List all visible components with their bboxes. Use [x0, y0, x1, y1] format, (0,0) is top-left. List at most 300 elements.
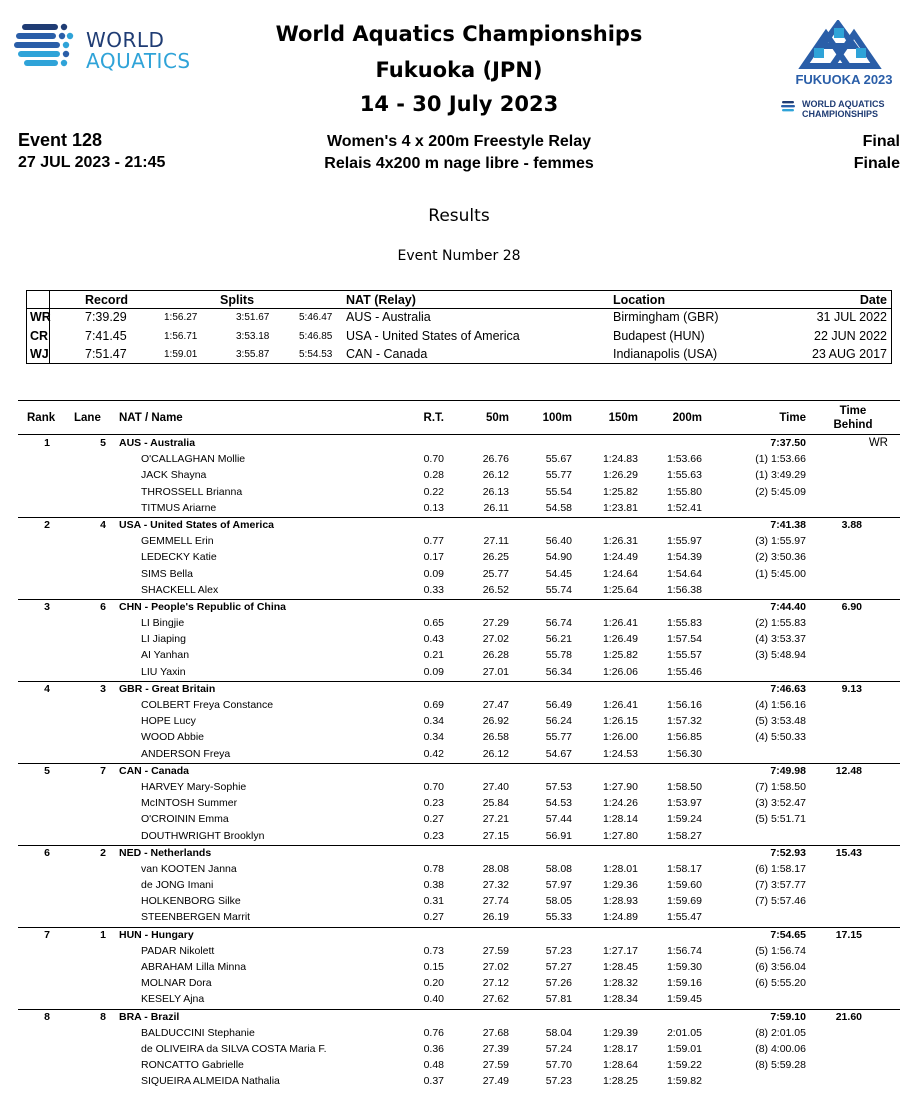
swimmer-split-50m: 27.59 [482, 1059, 509, 1072]
swimmer-reaction-time: 0.70 [423, 780, 444, 793]
swimmer-split-50m: 27.11 [483, 535, 509, 548]
swimmer-cumulative-time: (6) 1:58.17 [755, 862, 806, 875]
record-location: Budapest (HUN) [613, 329, 705, 343]
swimmer-split-200m: 1:59.82 [666, 1075, 702, 1088]
fukuoka-emblem-icon [780, 20, 908, 70]
swimmer-split-200m: 1:59.16 [666, 977, 702, 990]
swimmer-name: de JONG Imani [141, 879, 214, 892]
swimmer-split-150m: 1:24.49 [602, 551, 638, 564]
swimmer-split-200m: 1:59.69 [666, 895, 702, 908]
swimmer-split-50m: 27.59 [482, 944, 509, 957]
swimmer-row [18, 1074, 900, 1090]
team-time-behind: 21.60 [835, 1010, 862, 1023]
swimmer-row [18, 829, 900, 845]
swimmer-name: BALDUCCINI Stephanie [141, 1026, 255, 1039]
swimmer-split-200m: 1:57.54 [666, 633, 702, 646]
swimmer-split-200m: 1:56.38 [666, 583, 702, 596]
swimmer-split-50m: 26.11 [483, 501, 509, 514]
swimmer-name: SIMS Bella [141, 567, 193, 580]
swimmer-split-100m: 56.24 [545, 715, 572, 728]
swimmer-split-50m: 27.74 [482, 895, 509, 908]
swimmer-reaction-time: 0.31 [423, 895, 444, 908]
swimmer-split-200m: 1:59.24 [666, 813, 702, 826]
swimmer-split-100m: 58.04 [545, 1026, 572, 1039]
swimmer-split-100m: 57.27 [545, 961, 572, 973]
swimmer-split-200m: 1:54.64 [666, 567, 702, 580]
team-lane: 3 [100, 682, 106, 695]
header-lane: Lane [74, 412, 101, 424]
swimmer-split-200m: 1:57.32 [666, 715, 702, 728]
swimmer-cumulative-time: (7) 5:57.46 [755, 895, 806, 908]
swimmer-row [18, 747, 900, 763]
swimmer-split-150m: 1:28.93 [602, 895, 638, 908]
swimmer-name: WOOD Abbie [141, 731, 205, 744]
swimmer-split-150m: 1:28.34 [602, 993, 638, 1006]
record-row [27, 309, 891, 327]
swimmer-split-50m: 26.25 [482, 551, 509, 564]
swimmer-split-150m: 1:29.39 [602, 1026, 638, 1039]
team-lane: 1 [100, 928, 106, 941]
swimmer-row [18, 567, 900, 583]
swimmer-split-100m: 55.77 [545, 469, 572, 482]
swimmer-split-200m: 1:59.01 [666, 1042, 702, 1055]
team-time-behind: 9.13 [841, 682, 862, 695]
swimmer-split-50m: 27.21 [482, 813, 509, 826]
fukuoka-2023-logo [780, 20, 908, 125]
team-nat: USA - United States of America [119, 518, 275, 531]
swimmer-name: McINTOSH Summer [141, 797, 238, 810]
swimmer-reaction-time: 0.13 [423, 501, 444, 514]
swimmer-reaction-time: 0.42 [423, 747, 444, 760]
header-rt: R.T. [423, 412, 444, 424]
phase-en: Final [862, 133, 900, 150]
swimmer-reaction-time: 0.70 [423, 453, 444, 466]
swimmer-cumulative-time: (3) 5:48.94 [755, 649, 806, 662]
swimmer-split-150m: 1:28.25 [602, 1075, 638, 1088]
team-rank: 6 [44, 846, 50, 859]
header-nat-name: NAT / Name [119, 412, 183, 424]
swimmer-reaction-time: 0.27 [423, 813, 444, 826]
swimmer-cumulative-time: (2) 3:50.36 [755, 551, 806, 564]
swimmer-name: STEENBERGEN Marrit [141, 911, 251, 924]
records-header-splits: Splits [220, 293, 255, 307]
swimmer-reaction-time: 0.34 [423, 715, 444, 728]
swimmer-split-50m: 27.40 [482, 780, 509, 793]
team-time-behind: 6.90 [841, 600, 862, 613]
swimmer-cumulative-time: (8) 5:59.28 [755, 1059, 806, 1072]
swimmer-split-200m: 1:59.45 [666, 993, 702, 1006]
swimmer-row [18, 976, 900, 992]
swimmer-split-50m: 27.29 [482, 617, 509, 630]
header-100m: 100m [542, 412, 572, 424]
swimmer-split-150m: 1:25.64 [602, 583, 638, 596]
swimmer-split-200m: 1:59.60 [666, 879, 702, 892]
swimmer-row [18, 698, 900, 714]
team-nat: AUS - Australia [119, 437, 196, 449]
team-lane: 7 [100, 764, 106, 777]
team-record-badge: WR [868, 437, 888, 449]
results-rows [18, 436, 900, 1091]
team-rank: 3 [44, 600, 50, 613]
swimmer-split-200m: 1:52.41 [666, 501, 702, 514]
record-nat: AUS - Australia [346, 310, 431, 324]
swimmer-name: LIU Yaxin [141, 665, 186, 678]
record-split-1: 1:56.71 [164, 331, 198, 342]
team-lane: 4 [100, 518, 106, 531]
swimmer-split-50m: 26.12 [482, 747, 509, 760]
swimmer-split-50m: 26.92 [482, 715, 509, 728]
swimmer-row [18, 944, 900, 960]
team-time-behind: 17.15 [835, 928, 862, 941]
record-date: 31 JUL 2022 [816, 310, 887, 324]
swimmer-reaction-time: 0.20 [423, 977, 444, 990]
swimmer-cumulative-time: (4) 3:53.37 [755, 633, 806, 646]
swimmer-row [18, 862, 900, 878]
swimmer-row [18, 665, 900, 681]
event-name-fr: Relais 4x200 m nage libre - femmes [324, 155, 594, 172]
swimmer-reaction-time: 0.17 [423, 551, 444, 564]
swimmer-split-200m: 1:56.74 [666, 944, 702, 957]
swimmer-name: PADAR Nikolett [141, 944, 215, 957]
team-time-behind: 15.43 [835, 846, 862, 859]
swimmer-split-200m: 2:01.05 [666, 1026, 702, 1039]
swimmer-split-150m: 1:28.14 [602, 813, 638, 826]
swimmer-split-50m: 26.76 [482, 453, 509, 466]
swimmer-split-100m: 55.78 [545, 649, 572, 662]
swimmer-row [18, 812, 900, 828]
swimmer-name: AI Yanhan [141, 649, 190, 662]
swimmer-row [18, 894, 900, 910]
swimmer-split-100m: 55.77 [545, 731, 572, 744]
team-lane: 6 [100, 600, 106, 613]
swimmer-split-200m: 1:59.22 [666, 1059, 702, 1072]
swimmer-split-150m: 1:26.31 [602, 535, 638, 548]
swimmer-split-50m: 27.02 [482, 633, 509, 646]
swimmer-reaction-time: 0.09 [423, 567, 444, 580]
swimmer-split-200m: 1:55.80 [666, 485, 702, 498]
swimmer-name: GEMMELL Erin [141, 535, 214, 548]
swimmer-split-200m: 1:56.16 [666, 699, 702, 711]
event-number: Event 128 [18, 130, 103, 150]
record-date: 23 AUG 2017 [811, 347, 887, 361]
swimmer-row [18, 780, 900, 796]
swimmer-cumulative-time: (1) 5:45.00 [755, 567, 806, 580]
swimmer-row [18, 796, 900, 812]
swimmer-row [18, 468, 900, 484]
swimmer-split-100m: 57.70 [545, 1059, 572, 1072]
swimmer-row [18, 534, 900, 550]
swimmer-name: HOLKENBORG Silke [141, 895, 241, 908]
swimmer-split-150m: 1:26.15 [602, 715, 638, 728]
swimmer-split-50m: 27.01 [482, 665, 509, 678]
swimmer-split-150m: 1:27.17 [602, 944, 638, 957]
team-lane: 5 [100, 437, 106, 449]
swimmer-cumulative-time: (5) 5:51.71 [755, 813, 806, 826]
logo-text-aquatics: AQUATICS [86, 49, 191, 73]
team-time: 7:44.40 [770, 600, 806, 613]
team-row [18, 845, 900, 862]
swimmer-split-150m: 1:28.32 [602, 977, 638, 990]
swimmer-cumulative-time: (2) 1:55.83 [755, 617, 806, 630]
swimmer-reaction-time: 0.36 [423, 1042, 444, 1055]
swimmer-split-50m: 27.02 [482, 961, 509, 973]
swimmer-cumulative-time: (6) 5:55.20 [755, 977, 806, 990]
team-nat: BRA - Brazil [119, 1010, 180, 1023]
swimmer-split-100m: 56.74 [545, 617, 572, 630]
swimmer-split-100m: 54.45 [545, 567, 572, 580]
team-row [18, 763, 900, 780]
world-aquatics-logo [14, 20, 224, 80]
swimmer-split-200m: 1:56.30 [666, 747, 702, 760]
swimmer-split-150m: 1:26.49 [602, 633, 638, 646]
swimmer-split-50m: 27.12 [482, 977, 509, 990]
team-lane: 2 [100, 846, 106, 859]
swimmer-split-200m: 1:55.57 [666, 649, 702, 662]
record-split-3: 5:46.47 [299, 312, 333, 323]
swimmer-split-100m: 57.23 [545, 944, 572, 957]
records-table [26, 290, 892, 364]
swimmer-split-150m: 1:24.89 [602, 911, 638, 924]
swimmer-name: SHACKELL Alex [141, 583, 219, 596]
swimmer-split-200m: 1:58.17 [666, 862, 702, 875]
swimmer-split-50m: 27.15 [482, 829, 509, 842]
swimmer-split-100m: 57.24 [545, 1042, 572, 1055]
swimmer-name: DOUTHWRIGHT Brooklyn [141, 829, 265, 842]
swimmer-split-100m: 55.67 [545, 453, 572, 466]
record-row [27, 346, 891, 364]
swimmer-reaction-time: 0.23 [423, 797, 444, 810]
swimmer-row [18, 632, 900, 648]
swimmer-split-50m: 26.58 [482, 731, 509, 744]
swimmer-split-50m: 26.28 [482, 649, 509, 662]
swimmer-split-100m: 57.44 [545, 813, 572, 826]
swimmer-reaction-time: 0.15 [423, 961, 444, 973]
swimmer-split-100m: 54.53 [545, 797, 572, 810]
team-nat: CAN - Canada [119, 764, 190, 777]
swimmer-split-200m: 1:53.97 [666, 797, 702, 810]
swimmer-reaction-time: 0.76 [423, 1026, 444, 1039]
swimmer-name: LEDECKY Katie [141, 551, 217, 564]
record-split-2: 3:55.87 [236, 349, 270, 360]
team-nat: GBR - Great Britain [119, 682, 216, 695]
swimmer-split-100m: 56.21 [545, 633, 572, 646]
team-nat: NED - Netherlands [119, 846, 212, 859]
swimmer-split-200m: 1:53.66 [666, 453, 702, 466]
swimmer-name: LI Bingjie [141, 617, 185, 630]
swimmer-split-200m: 1:54.39 [666, 551, 702, 564]
record-split-1: 1:56.27 [164, 312, 198, 323]
swimmer-reaction-time: 0.73 [423, 944, 444, 957]
swimmer-name: MOLNAR Dora [141, 977, 212, 990]
swimmer-reaction-time: 0.09 [423, 665, 444, 678]
swimmer-split-150m: 1:26.00 [602, 731, 638, 744]
team-time: 7:46.63 [770, 682, 806, 695]
swimmer-split-150m: 1:28.17 [602, 1042, 638, 1055]
team-rank: 4 [44, 682, 50, 695]
swimmer-split-50m: 26.12 [482, 469, 509, 482]
swimmer-split-100m: 56.34 [545, 665, 572, 678]
swimmer-split-150m: 1:25.82 [602, 649, 638, 662]
team-rank: 7 [44, 928, 50, 941]
swimmer-cumulative-time: (8) 2:01.05 [755, 1026, 806, 1039]
swimmer-row [18, 501, 900, 517]
swimmer-split-200m: 1:56.85 [666, 731, 702, 744]
record-location: Indianapolis (USA) [613, 347, 718, 361]
swimmer-reaction-time: 0.78 [423, 862, 444, 875]
championship-title: World Aquatics Championships [275, 22, 643, 46]
event-datetime: 27 JUL 2023 - 21:45 [18, 154, 166, 171]
swimmer-name: RONCATTO Gabrielle [141, 1059, 244, 1072]
record-type: CR [30, 329, 49, 343]
swimmer-row [18, 485, 900, 501]
swimmer-split-100m: 57.26 [545, 977, 572, 990]
swimmer-split-200m: 1:55.83 [666, 617, 702, 630]
team-row [18, 927, 900, 944]
team-row [18, 681, 900, 698]
swimmer-row [18, 992, 900, 1008]
swimmer-cumulative-time: (2) 5:45.09 [755, 485, 806, 498]
swimmer-split-200m: 1:55.63 [666, 469, 702, 482]
record-split-1: 1:59.01 [164, 349, 198, 360]
swimmer-split-100m: 58.08 [545, 862, 572, 875]
swimmer-split-200m: 1:59.30 [666, 961, 702, 973]
record-split-2: 3:51.67 [236, 312, 270, 323]
swimmer-reaction-time: 0.69 [423, 699, 444, 711]
swimmer-row [18, 616, 900, 632]
swimmer-row [18, 730, 900, 746]
team-rank: 1 [44, 437, 50, 449]
swimmer-split-150m: 1:28.01 [602, 862, 638, 875]
swimmer-reaction-time: 0.65 [423, 617, 444, 630]
record-location: Birmingham (GBR) [613, 310, 719, 324]
swimmer-row [18, 583, 900, 599]
swimmer-split-100m: 56.40 [545, 535, 572, 548]
swimmer-split-150m: 1:24.53 [602, 747, 638, 760]
header-50m: 50m [485, 412, 509, 424]
swimmer-name: ANDERSON Freya [141, 747, 231, 760]
swimmer-row [18, 1026, 900, 1042]
team-time: 7:37.50 [770, 437, 806, 449]
swimmer-name: LI Jiaping [141, 633, 186, 646]
swimmer-name: KESELY Ajna [141, 993, 205, 1006]
swimmer-cumulative-time: (4) 5:50.33 [755, 731, 806, 744]
swimmer-split-150m: 1:24.83 [602, 453, 638, 466]
swimmer-split-100m: 54.67 [545, 747, 572, 760]
swimmer-split-100m: 55.74 [545, 583, 572, 596]
swimmer-split-150m: 1:25.82 [602, 485, 638, 498]
swimmer-split-200m: 1:55.97 [666, 535, 702, 548]
team-rank: 5 [44, 764, 50, 777]
swimmer-split-100m: 56.91 [545, 829, 572, 842]
record-time: 7:39.29 [85, 310, 127, 324]
records-header-date: Date [859, 293, 887, 307]
swimmer-split-200m: 1:58.27 [666, 829, 702, 842]
team-time: 7:49.98 [770, 764, 806, 777]
swimmer-name: COLBERT Freya Constance [141, 699, 274, 711]
swimmer-reaction-time: 0.21 [423, 649, 444, 662]
swimmer-split-50m: 27.49 [482, 1075, 509, 1088]
swimmer-split-150m: 1:28.64 [602, 1059, 638, 1072]
swimmer-split-150m: 1:27.90 [602, 780, 638, 793]
record-date: 22 JUN 2022 [814, 329, 887, 343]
swimmer-row [18, 452, 900, 468]
swimmer-split-100m: 54.90 [545, 551, 572, 564]
swimmer-cumulative-time: (3) 1:55.97 [755, 535, 806, 548]
swimmer-split-50m: 25.84 [482, 797, 509, 810]
swimmer-split-150m: 1:26.41 [602, 617, 638, 630]
swimmer-reaction-time: 0.40 [423, 993, 444, 1006]
swimmer-split-100m: 57.97 [545, 879, 572, 892]
record-split-2: 3:53.18 [236, 331, 270, 342]
record-nat: CAN - Canada [346, 347, 428, 361]
team-row [18, 517, 900, 534]
swimmer-reaction-time: 0.77 [423, 535, 444, 548]
swimmer-row [18, 1058, 900, 1074]
swimmer-split-50m: 27.62 [482, 993, 509, 1006]
swimmer-name: JACK Shayna [141, 469, 207, 482]
swimmer-row [18, 714, 900, 730]
swimmer-split-150m: 1:29.36 [602, 879, 638, 892]
swimmer-name: ABRAHAM Lilla Minna [141, 961, 247, 973]
swimmer-cumulative-time: (6) 3:56.04 [755, 961, 806, 973]
header-time-behind-1: Time [839, 405, 867, 417]
header-time-behind-2: Behind [833, 419, 873, 431]
swimmer-split-150m: 1:26.41 [602, 699, 638, 711]
swimmer-reaction-time: 0.22 [423, 485, 444, 498]
record-split-3: 5:54.53 [299, 349, 333, 360]
header-rank: Rank [27, 412, 56, 424]
swimmer-split-50m: 28.08 [482, 862, 509, 875]
championships-line1: WORLD AQUATICS [802, 99, 885, 109]
swimmer-split-150m: 1:26.29 [602, 469, 638, 482]
swimmer-split-100m: 54.58 [545, 501, 572, 514]
swimmer-split-200m: 1:55.47 [666, 911, 702, 924]
swimmer-cumulative-time: (7) 3:57.77 [755, 879, 806, 892]
team-time: 7:59.10 [770, 1010, 806, 1023]
swimmer-split-100m: 57.23 [545, 1075, 572, 1088]
championships-line2: CHAMPIONSHIPS [802, 109, 879, 119]
swimmer-cumulative-time: (5) 1:56.74 [755, 944, 806, 957]
swimmer-cumulative-time: (1) 3:49.29 [755, 469, 806, 482]
records-header-record: Record [85, 293, 129, 307]
event-name-en: Women's 4 x 200m Freestyle Relay [326, 133, 592, 150]
world-aquatics-wave-icon [14, 20, 76, 76]
swimmer-cumulative-time: (3) 3:52.47 [755, 797, 806, 810]
swimmer-reaction-time: 0.43 [423, 633, 444, 646]
swimmer-cumulative-time: (7) 1:58.50 [755, 780, 806, 793]
swimmer-split-100m: 58.05 [545, 895, 572, 908]
swimmer-split-50m: 26.52 [482, 583, 509, 596]
swimmer-split-150m: 1:28.45 [602, 961, 638, 973]
swimmer-reaction-time: 0.37 [423, 1075, 444, 1088]
records-header-location: Location [613, 293, 666, 307]
swimmer-split-100m: 56.49 [545, 699, 572, 711]
team-rank: 8 [44, 1010, 50, 1023]
swimmer-split-50m: 26.13 [482, 485, 509, 498]
swimmer-row [18, 960, 900, 976]
team-row [18, 436, 900, 452]
fukuoka-2023-text: FUKUOKA 2023 [795, 72, 893, 87]
swimmer-split-150m: 1:26.06 [602, 665, 638, 678]
swimmer-row [18, 878, 900, 894]
swimmer-split-100m: 57.53 [545, 780, 572, 793]
championships-mark-icon [780, 98, 798, 116]
swimmer-split-50m: 26.19 [482, 911, 509, 924]
phase-fr: Finale [853, 155, 900, 172]
swimmer-row [18, 648, 900, 664]
swimmer-reaction-time: 0.27 [423, 911, 444, 924]
swimmer-cumulative-time: (4) 1:56.16 [755, 699, 806, 711]
